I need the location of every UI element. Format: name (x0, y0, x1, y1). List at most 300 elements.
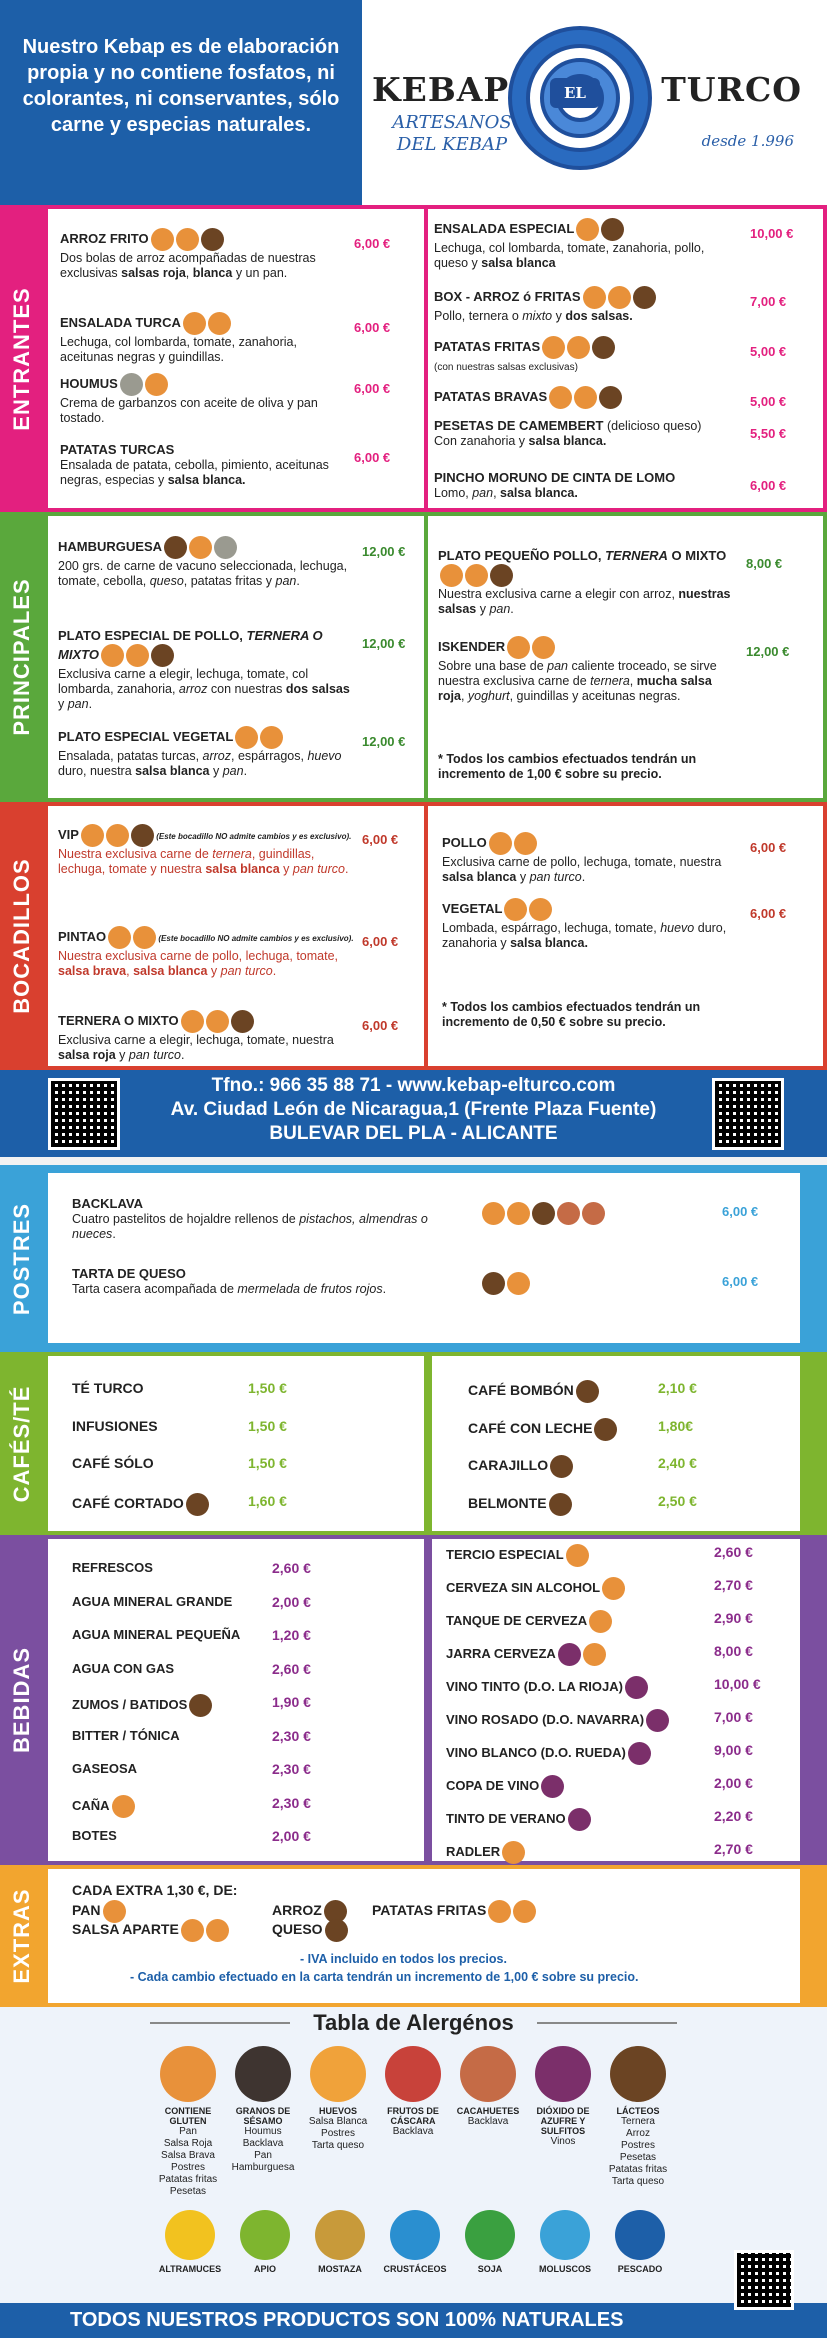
allergen-icon (112, 1795, 135, 1818)
allergen-icon (542, 336, 565, 359)
allergen-icon (601, 218, 624, 241)
drink-price: 2,10 € (658, 1380, 697, 1396)
tab-postres: POSTRES (9, 1202, 34, 1315)
contact-city: BULEVAR DEL PLA - ALICANTE (269, 1123, 558, 1144)
drink-name: AGUA MINERAL PEQUEÑA (72, 1627, 241, 1642)
allergen-name: FRUTOS DE CÁSCARA (387, 2106, 439, 2126)
since: desde 1.996 (701, 132, 794, 150)
allergen-icon (529, 898, 552, 921)
drink-name: BITTER / TÓNICA (72, 1727, 180, 1743)
allergen-icon (465, 2210, 515, 2260)
menu-item (58, 726, 358, 779)
allergen (448, 2046, 528, 2128)
allergen-icon (576, 218, 599, 241)
item-name: PESETAS DE CAMEMBERT (434, 418, 604, 433)
drink-name: TINTO DE VERANO (446, 1808, 591, 1831)
item-name: TARTA DE QUESO (72, 1266, 186, 1281)
brand (372, 70, 802, 155)
allergen-icon (206, 1919, 229, 1942)
tab-extras: EXTRAS (9, 1888, 34, 1984)
item-name: PLATO ESPECIAL VEGETAL (58, 728, 234, 744)
item-name: ARROZ FRITO (60, 230, 149, 246)
allergen-icon (181, 1010, 204, 1033)
item-name: BOX - ARROZ ó FRITAS (434, 288, 581, 304)
item-description: Tarta casera acompañada de mermelada de frutos rojos. (72, 1282, 387, 1296)
menu-item (434, 470, 734, 501)
allergen-icon (325, 1919, 348, 1942)
allergen-icon (151, 644, 174, 667)
allergen (373, 2046, 453, 2138)
menu-item (438, 548, 738, 617)
allergen-icon (490, 564, 513, 587)
drink-name: TANQUE DE CERVEZA (446, 1610, 612, 1633)
drink-name: TERCIO ESPECIAL (446, 1544, 589, 1567)
drink-price: 2,70 € (714, 1841, 753, 1857)
contact-address: Av. Ciudad León de Nicaragua,1 (Frente Plaza Fuente) (170, 1099, 657, 1120)
item-description: Ensalada, patatas turcas, arroz, espárragos, huevo duro, nuestra salsa blanca y pan. (58, 749, 342, 778)
allergen-icon (557, 1202, 580, 1225)
drink-price: 2,20 € (714, 1808, 753, 1824)
allergen-icon (151, 228, 174, 251)
extra-item: QUESO (272, 1919, 348, 1942)
menu-item (58, 628, 358, 712)
allergen-icon (513, 1900, 536, 1923)
allergen-icon (646, 1709, 669, 1732)
allergen-items: Ternera Arroz Postres Pesetas Patatas fritas Tarta queso (608, 2116, 668, 2187)
allergen-icon (608, 286, 631, 309)
menu-item (442, 832, 732, 885)
allergen-icon (583, 1643, 606, 1666)
allergen-icon (165, 2210, 215, 2260)
menu-item (60, 228, 350, 281)
item-price: 12,00 € (746, 644, 790, 659)
allergen-icon (589, 1610, 612, 1633)
extra-item: SALSA APARTE (72, 1919, 229, 1942)
drink-price: 1,20 € (272, 1627, 311, 1643)
item-price: 6,00 € (362, 832, 399, 847)
item-price: 6,00 € (722, 1274, 759, 1289)
drink-price: 2,00 € (272, 1828, 311, 1844)
allergen-icon (189, 536, 212, 559)
item-note: (Este bocadillo NO admite cambios y es exclusivo). (156, 933, 354, 943)
item-price: 12,00 € (362, 636, 406, 651)
allergen-icon (625, 1676, 648, 1699)
allergen-icon (583, 286, 606, 309)
item-price: 6,00 € (362, 1018, 399, 1033)
drink-name: CAFÉ SÓLO (72, 1455, 154, 1471)
item-description: Lombada, espárrago, lechuga, tomate, huevo duro, zanahoria y salsa blanca. (442, 921, 727, 950)
allergen-icon (206, 1010, 229, 1033)
tagline: ARTESANOS DEL KEBAP (392, 112, 512, 155)
price-note: * Todos los cambios efectuados tendrán un incremento de 0,50 € sobre su precio. (442, 1000, 701, 1029)
item-price: 12,00 € (362, 544, 406, 559)
allergen (155, 2210, 225, 2274)
allergen-icon (568, 1808, 591, 1831)
allergen-icon (235, 2046, 291, 2102)
item-price: 6,00 € (354, 236, 391, 251)
drink-price: 2,60 € (714, 1544, 753, 1560)
allergen (223, 2046, 303, 2174)
allergen-icon (576, 1380, 599, 1403)
allergen-icon (550, 1455, 573, 1478)
menu-item (72, 1196, 472, 1242)
allergen-icon (482, 1202, 505, 1225)
allergen-icon (488, 1900, 511, 1923)
allergen (598, 2046, 678, 2188)
allergen-icon (592, 336, 615, 359)
allergen-name: CONTIENE GLUTEN (164, 2106, 212, 2126)
item-description: Ensalada de patata, cebolla, pimiento, aceitunas negras, especias y salsa blanca. (60, 458, 329, 487)
menu-item (58, 824, 358, 877)
drink-name: BOTES (72, 1828, 117, 1843)
menu-item (434, 218, 734, 271)
item-description: Lomo, pan, salsa blanca. (434, 486, 578, 500)
tab-entrantes: ENTRANTES (9, 286, 34, 431)
item-price: 6,00 € (750, 906, 787, 921)
item-name: PLATO PEQUEÑO POLLO, TERNERA O MIXTO (438, 548, 727, 563)
item-description: Exclusiva carne a elegir, lechuga, tomate, nuestra salsa roja y pan turco. (58, 1033, 334, 1062)
drink-price: 2,30 € (272, 1761, 311, 1777)
item-name: POLLO (442, 834, 487, 850)
drink-price: 2,60 € (272, 1560, 311, 1576)
drink-price: 1,50 € (248, 1418, 287, 1434)
item-description: 200 grs. de carne de vacuno seleccionada, lechuga, tomate, cebolla, queso, patatas fritas y pan. (58, 559, 348, 588)
allergen-icon (532, 636, 555, 659)
allergen-icon (106, 824, 129, 847)
allergen-items: Vinos (550, 2136, 576, 2147)
item-name: HAMBURGUESA (58, 538, 162, 554)
allergen-icon (602, 1577, 625, 1600)
drink-price: 2,30 € (272, 1727, 311, 1744)
item-price: 6,00 € (354, 320, 391, 335)
item-extra: (delicioso queso) (603, 419, 702, 433)
allergen-icon (214, 536, 237, 559)
allergen-icon (131, 824, 154, 847)
allergen-icon (81, 824, 104, 847)
allergen-icon (108, 926, 131, 949)
allergen-title: Tabla de Alergénos (290, 2010, 537, 2036)
allergen-icon (558, 1643, 581, 1666)
allergen-icon (315, 2210, 365, 2260)
drink-price: 9,00 € (714, 1742, 753, 1758)
allergen (523, 2046, 603, 2148)
allergen-icons (480, 1272, 530, 1295)
item-description: Nuestra exclusiva carne de ternera, guindillas, lechuga, tomate y nuestra salsa blanca y pan turco. (58, 847, 349, 876)
allergen-icon (189, 1694, 212, 1717)
drink-price: 7,00 € (714, 1709, 753, 1725)
allergen-icon (181, 1919, 204, 1942)
drink-price: 10,00 € (714, 1676, 761, 1692)
item-description: Nuestra exclusiva carne de pollo, lechuga, tomate, salsa brava, salsa blanca y pan turco. (58, 949, 339, 978)
contact-info (120, 1074, 707, 1146)
drink-name: CARAJILLO (468, 1455, 573, 1478)
menu-item (58, 926, 358, 979)
allergen-icon (549, 386, 572, 409)
drink-name: JARRA CERVEZA (446, 1643, 606, 1666)
allergen (455, 2210, 525, 2274)
price-note: * Todos los cambios efectuados tendrán un incremento de 1,00 € sobre su precio. (438, 752, 697, 781)
allergen-icon (160, 2046, 216, 2102)
item-description: Con zanahoria y salsa blanca. (434, 434, 607, 448)
item-name: PATATAS BRAVAS (434, 388, 548, 404)
menu-item (434, 418, 734, 449)
allergen-icon (145, 373, 168, 396)
drink-price: 1,90 € (272, 1694, 311, 1710)
item-name: VEGETAL (442, 900, 503, 916)
allergen-items: Salsa Blanca Postres Tarta queso (308, 2116, 368, 2151)
drink-name: AGUA CON GAS (72, 1660, 175, 1676)
allergen-icon (240, 2210, 290, 2260)
drink-price: 1,60 € (248, 1493, 287, 1509)
allergen-name: MOSTAZA (318, 2264, 362, 2274)
item-description: Crema de garbanzos con aceite de oliva y pan tostado. (60, 396, 318, 425)
allergen (148, 2046, 228, 2198)
menu-item (434, 286, 734, 324)
menu-item (72, 1266, 472, 1297)
menu-item (442, 898, 732, 951)
menu-item (434, 336, 734, 375)
allergen-name: HUEVOS (318, 2106, 357, 2116)
allergen-icons (480, 1202, 605, 1225)
tab-bebidas: BEBIDAS (9, 1646, 34, 1754)
item-name: HOUMUS (60, 375, 118, 391)
drink-price: 2,60 € (272, 1660, 311, 1677)
item-price: 7,00 € (750, 294, 787, 309)
item-name: TERNERA O MIXTO (58, 1012, 179, 1028)
extras-note: - IVA incluido en todos los precios. (300, 1952, 507, 1966)
item-description: Sobre una base de pan caliente troceado, se sirve nuestra exclusiva carne de ternera, mucha salsa roja, yoghurt, guindillas y aceitunas negras. (438, 659, 717, 703)
allergen-icon (507, 1202, 530, 1225)
allergen-name: CRUSTÁCEOS (383, 2264, 447, 2274)
allergen-icon (599, 386, 622, 409)
extra-item: ARROZ (272, 1900, 347, 1923)
allergen (298, 2046, 378, 2152)
item-price: 10,00 € (750, 226, 794, 241)
item-price: 6,00 € (750, 478, 787, 493)
menu-item (60, 373, 350, 426)
allergen-icon (567, 336, 590, 359)
item-description: Cuatro pastelitos de hojaldre rellenos de pistachos, almendras o nueces. (72, 1212, 428, 1241)
allergen-name: DIÓXIDO DE AZUFRE Y SULFITOS (536, 2106, 590, 2136)
allergen-icon (628, 1742, 651, 1765)
item-price: 6,00 € (354, 381, 391, 396)
extras-title: CADA EXTRA 1,30 €, DE: (72, 1882, 238, 1898)
allergen-icon (633, 286, 656, 309)
menu-item (58, 1010, 358, 1063)
allergen-icon (507, 1272, 530, 1295)
drink-name: CAFÉ BOMBÓN (468, 1380, 599, 1403)
item-name: ENSALADA ESPECIAL (434, 220, 575, 236)
drink-name: RADLER (446, 1841, 525, 1864)
drink-price: 2,70 € (714, 1577, 753, 1593)
item-name: PINCHO MORUNO DE CINTA DE LOMO (434, 470, 676, 485)
allergen-name: SOJA (477, 2264, 503, 2274)
menu-item (434, 386, 734, 409)
drink-price: 1,50 € (248, 1455, 287, 1471)
item-price: 6,00 € (362, 934, 399, 949)
item-name: ENSALADA TURCA (60, 314, 181, 330)
allergen-icon (310, 2046, 366, 2102)
item-name: PINTAO (58, 928, 107, 944)
extra-item: PAN (72, 1900, 126, 1923)
allergen-icon (208, 312, 231, 335)
drink-name: GASEOSA (72, 1761, 138, 1776)
allergen-items: Backlava (392, 2126, 434, 2137)
allergen-name: LÁCTEOS (616, 2106, 660, 2116)
allergen-icon (126, 644, 149, 667)
allergen-icon (390, 2210, 440, 2260)
allergen-icon (482, 1272, 505, 1295)
allergen-icon (582, 1202, 605, 1225)
item-name: VIP (58, 826, 79, 842)
item-name: PATATAS FRITAS (434, 338, 541, 354)
contact-phone-web[interactable]: Tfno.: 966 35 88 71 - www.kebap-elturco.com (211, 1075, 616, 1096)
qr-code-icon[interactable] (734, 2250, 794, 2310)
drink-name: CAÑA (72, 1795, 135, 1818)
drink-price: 2,00 € (714, 1775, 753, 1791)
item-name: PLATO ESPECIAL DE POLLO, TERNERA O MIXTO (58, 628, 323, 662)
allergen-icon (440, 564, 463, 587)
allergen-icon (566, 1544, 589, 1567)
allergen-icon (465, 564, 488, 587)
allergen (380, 2210, 450, 2274)
item-description: Lechuga, col lombarda, tomate, zanahoria, pollo, queso y salsa blanca (434, 241, 705, 270)
drink-price: 8,00 € (714, 1643, 753, 1659)
allergen-name: PESCADO (617, 2264, 663, 2274)
allergen (530, 2210, 600, 2274)
drink-name: CAFÉ CON LECHE (468, 1418, 617, 1441)
allergen-icon (615, 2210, 665, 2260)
item-price: 5,50 € (750, 426, 787, 441)
allergen-items: Houmus Backlava Pan Hamburguesa (231, 2126, 295, 2173)
allergen-icon (540, 2210, 590, 2260)
item-description: (con nuestras salsas exclusivas) (434, 362, 578, 373)
allergen-icon (183, 312, 206, 335)
drink-price: 2,00 € (272, 1593, 311, 1610)
extras-note: - Cada cambio efectuado en la carta tendrán un incremento de 1,00 € sobre su precio. (130, 1970, 639, 1984)
brand-right: TURCO (661, 70, 802, 109)
item-price: 6,00 € (354, 450, 391, 465)
allergen-name: MOLUSCOS (538, 2264, 591, 2274)
allergen-icon (164, 536, 187, 559)
brand-el: EL (550, 78, 600, 108)
allergen-icon (610, 2046, 666, 2102)
brand-left: KEBAP (372, 70, 510, 109)
allergen-items: Backlava (467, 2116, 509, 2127)
item-note: (Este bocadillo NO admite cambios y es exclusivo). (153, 831, 352, 841)
allergen-icon (260, 726, 283, 749)
drink-name: ZUMOS / BATIDOS (72, 1694, 212, 1717)
drink-name: REFRESCOS (72, 1560, 153, 1575)
allergen-icon (532, 1202, 555, 1225)
item-name: BACKLAVA (72, 1196, 144, 1211)
allergen-icon (231, 1010, 254, 1033)
allergen-icon (235, 726, 258, 749)
item-price: 12,00 € (362, 734, 406, 749)
footer: TODOS NUESTROS PRODUCTOS SON 100% NATURALES (0, 2303, 827, 2338)
allergen-icon (201, 228, 224, 251)
tab-principales: PRINCIPALES (9, 578, 34, 736)
menu-item (58, 536, 358, 589)
allergen-icon (541, 1775, 564, 1798)
item-name: PATATAS TURCAS (60, 442, 175, 457)
drink-name: TÉ TURCO (72, 1380, 144, 1396)
drink-name: AGUA MINERAL GRANDE (72, 1593, 233, 1609)
drink-price: 1,80€ (658, 1418, 694, 1434)
allergen-icon (574, 386, 597, 409)
drink-name: VINO ROSADO (D.O. NAVARRA) (446, 1709, 669, 1732)
qr-code-icon[interactable] (48, 1078, 120, 1150)
drink-name: VINO BLANCO (D.O. RUEDA) (446, 1742, 651, 1765)
allergen-icon (120, 373, 143, 396)
allergen-icon (535, 2046, 591, 2102)
menu-item (60, 312, 350, 365)
drink-name: COPA DE VINO (446, 1775, 564, 1798)
allergen (305, 2210, 375, 2274)
menu-item (60, 442, 350, 488)
drink-price: 2,50 € (658, 1493, 697, 1509)
drink-price: 2,90 € (714, 1610, 753, 1626)
allergen-icon (514, 832, 537, 855)
item-description: Dos bolas de arroz acompañadas de nuestras exclusivas salsas roja, blanca y un pan. (60, 251, 316, 280)
allergen-icon (504, 898, 527, 921)
drink-price: 1,50 € (248, 1380, 287, 1396)
allergen-name: GRANOS DE SÉSAMO (235, 2106, 291, 2126)
item-price: 5,00 € (750, 394, 787, 409)
allergen-icon (549, 1493, 572, 1516)
extra-item: PATATAS FRITAS (372, 1900, 536, 1923)
allergen (605, 2210, 675, 2274)
allergen-icon (594, 1418, 617, 1441)
menu-item (438, 636, 738, 704)
allergen-name: APIO (253, 2264, 276, 2274)
item-description: Exclusiva carne a elegir, lechuga, tomate, col lombarda, zanahoria, arroz con nuestras dos salsas y pan. (58, 667, 350, 711)
allergen-icon (133, 926, 156, 949)
allergen-icon (507, 636, 530, 659)
item-description: Nuestra exclusiva carne a elegir con arroz, nuestras salsas y pan. (438, 587, 731, 616)
item-price: 5,00 € (750, 344, 787, 359)
allergen-icon (385, 2046, 441, 2102)
drink-price: 2,40 € (658, 1455, 697, 1471)
tab-cafes: CAFÉS/TÉ (9, 1385, 34, 1502)
allergen-name: ALTRAMUCES (158, 2264, 222, 2274)
allergen-icon (186, 1493, 209, 1516)
item-price: 8,00 € (746, 556, 783, 571)
section-postres (0, 1165, 827, 1352)
drink-name: VINO TINTO (D.O. LA RIOJA) (446, 1676, 648, 1699)
allergen-name: CACAHUETES (456, 2106, 520, 2116)
item-price: 6,00 € (722, 1204, 759, 1219)
drink-name: INFUSIONES (72, 1418, 158, 1434)
drink-name: CAFÉ CORTADO (72, 1493, 209, 1516)
allergen-icon (489, 832, 512, 855)
allergen-icon (101, 644, 124, 667)
drink-price: 2,30 € (272, 1794, 311, 1811)
allergen-icon (176, 228, 199, 251)
item-price: 6,00 € (750, 840, 787, 855)
allergen-icon (502, 1841, 525, 1864)
header-claim: Nuestro Kebap es de elaboración propia y no contiene fosfatos, ni colorantes, ni conservantes, sólo carne y especias naturales. (0, 0, 362, 205)
tab-bocadillos: BOCADILLOS (9, 858, 34, 1014)
drink-name: BELMONTE (468, 1493, 572, 1516)
item-description: Pollo, ternera o mixto y dos salsas. (434, 309, 633, 323)
item-description: Lechuga, col lombarda, tomate, zanahoria, aceitunas negras y guindillas. (60, 335, 297, 364)
allergen-icon (460, 2046, 516, 2102)
item-description: Exclusiva carne de pollo, lechuga, tomate, nuestra salsa blanca y pan turco. (442, 855, 722, 884)
qr-code-icon[interactable] (712, 1078, 784, 1150)
drink-name: CERVEZA SIN ALCOHOL (446, 1577, 625, 1600)
allergen (230, 2210, 300, 2274)
